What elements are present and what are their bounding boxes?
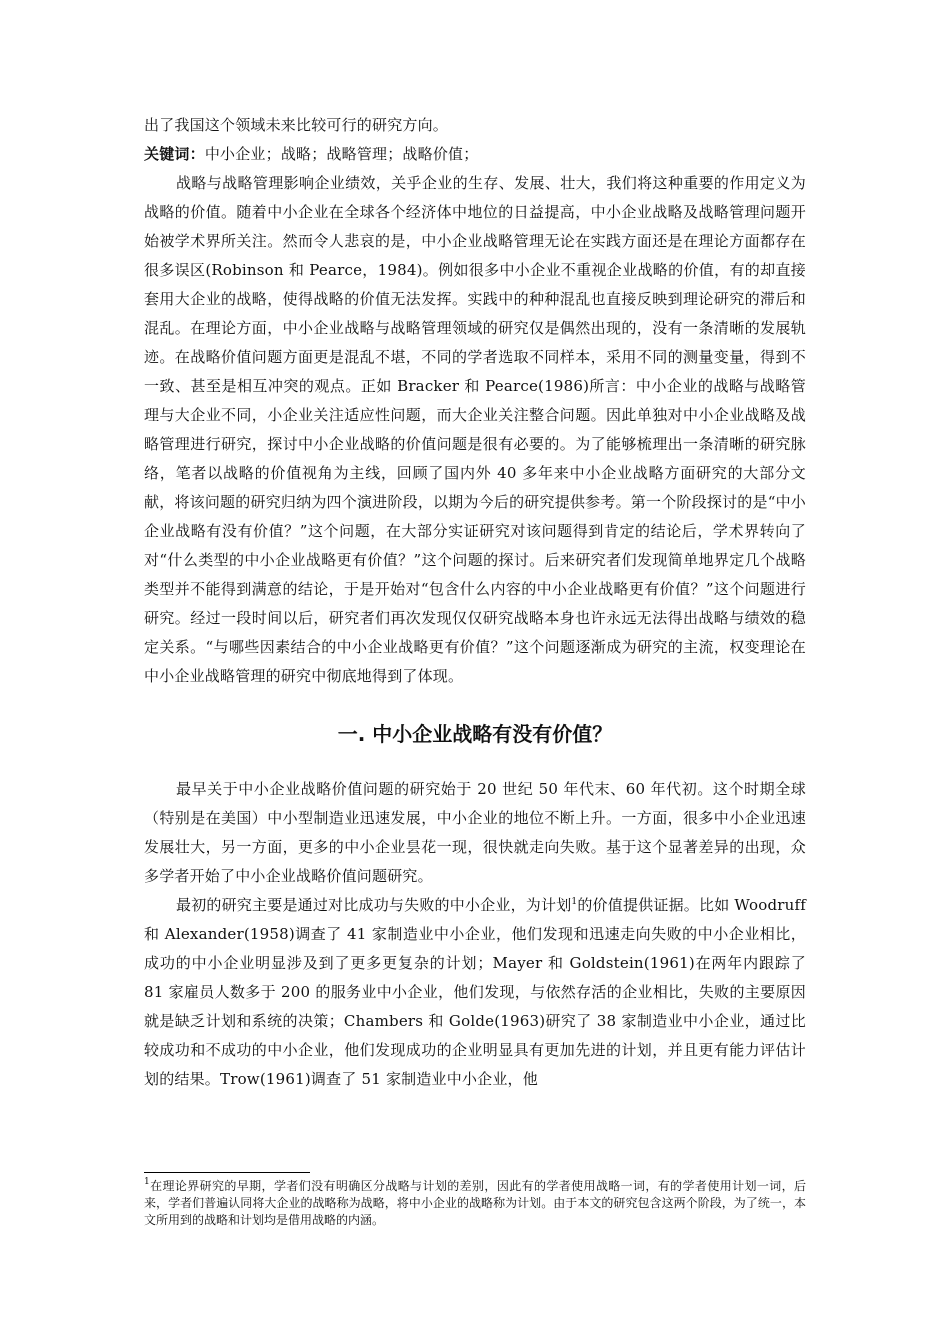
paragraph-text-after-note: 的价值提供证据。比如 Woodruff 和 Alexander(1958)调查了 41 家制造业中小企业，他们发现和迅速走向失败的中小企业相比，成功的中小企业明显涉及到了更多更复杂的计划；Mayer 和 Goldstein(1961)在两年内跟踪了 81 家雇员人数多于 200 的服务业中小企业，他们发现，与依然存活的企业相比，失败的主要原因就是缺乏计划和系统的决策；Chambers 和 Golde(1963)研究了 38 家制造业中小企业，通过比较成功和不成功的中小企业，他们发现成功的企业明显具有更加先进的计划，并且更有能力评估计划的结果。Trow(1961)调查了 51 家制造业中小企业，他 — [144, 896, 806, 1088]
intro-tail-line: 出了我国这个领域未来比较可行的研究方向。 — [144, 116, 449, 134]
keywords-label: 关键词： — [144, 145, 205, 163]
main-content — [144, 111, 806, 1094]
footnote-reference[interactable]: 1 — [571, 897, 578, 907]
paragraph-text-before-note: 最初的研究主要是通过对比成功与失败的中小企业，为计划 — [176, 896, 572, 914]
keywords-text: 中小企业；战略；战略管理；战略价值； — [204, 145, 479, 163]
section-paragraph-1: 最早关于中小企业战略价值问题的研究始于 20 世纪 50 年代末、60 年代初。这个时期全球（特别是在美国）中小型制造业迅速发展，中小企业的地位不断上升。一方面，很多中小企业迅速发展壮大，另一方面，更多的中小企业昙花一现，很快就走向失败。基于这个显著差异的出现，众多学者开始了中小企业战略价值问题研究。 — [144, 780, 806, 885]
intro-paragraph: 战略与战略管理影响企业绩效，关乎企业的生存、发展、壮大，我们将这种重要的作用定义为战略的价值。随着中小企业在全球各个经济体中地位的日益提高，中小企业战略及战略管理问题开始被学术界所关注。然而令人悲哀的是，中小企业战略管理无论在实践方面还是在理论方面都存在很多误区(Robinson 和 Pearce，1984)。例如很多中小企业不重视企业战略的价值，有的却直接套用大企业的战略，使得战略的价值无法发挥。实践中的种种混乱也直接反映到理论研究的滞后和混乱。在理论方面，中小企业战略与战略管理领域的研究仅是偶然出现的，没有一条清晰的发展轨迹。在战略价值问题方面更是混乱不堪，不同的学者选取不同样本，采用不同的测量变量，得到不一致、甚至是相互冲突的观点。正如 Bracker 和 Pearce(1986)所言：中小企业的战略与战略管理与大企业不同，小企业关注适应性问题，而大企业关注整合问题。因此单独对中小企业战略及战略管理进行研究，探讨中小企业战略的价值问题是很有必要的。为了能够梳理出一条清晰的研究脉络，笔者以战略的价值视角为主线，回顾了国内外 40 多年来中小企业战略方面研究的大部分文献，将该问题的研究归纳为四个演进阶段，以期为今后的研究提供参考。第一个阶段探讨的是“中小企业战略有没有价值？”这个问题，在大部分实证研究对该问题得到肯定的结论后，学术界转向了对“什么类型的中小企业战略更有价值？”这个问题的探讨。后来研究者们发现简单地界定几个战略类型并不能得到满意的结论，于是开始对“包含什么内容的中小企业战略更有价值？”这个问题进行研究。经过一段时间以后，研究者们再次发现仅仅研究战略本身也许永远无法得出战略与绩效的稳定关系。“与哪些因素结合的中小企业战略更有价值？”这个问题逐渐成为研究的主流，权变理论在中小企业战略管理的研究中彻底地得到了体现。 — [144, 174, 806, 685]
section-heading: 一. 中小企业战略有没有价值？ — [337, 722, 613, 746]
keywords-line — [144, 140, 806, 169]
section-paragraph-2 — [144, 891, 806, 1094]
footnote-number: 1 — [144, 1177, 150, 1187]
footnote — [144, 1178, 806, 1229]
footnote-text: 在理论界研究的早期，学者们没有明确区分战略与计划的差别，因此有的学者使用战略一词，有的学者使用计划一词，后来，学者们普遍认同将大企业的战略称为战略，将中小企业的战略称为计划。由于本文的研究包含这两个阶段，为了统一，本文所用到的战略和计划均是借用战略的内涵。 — [144, 1179, 806, 1227]
footnote-separator — [144, 1172, 310, 1173]
